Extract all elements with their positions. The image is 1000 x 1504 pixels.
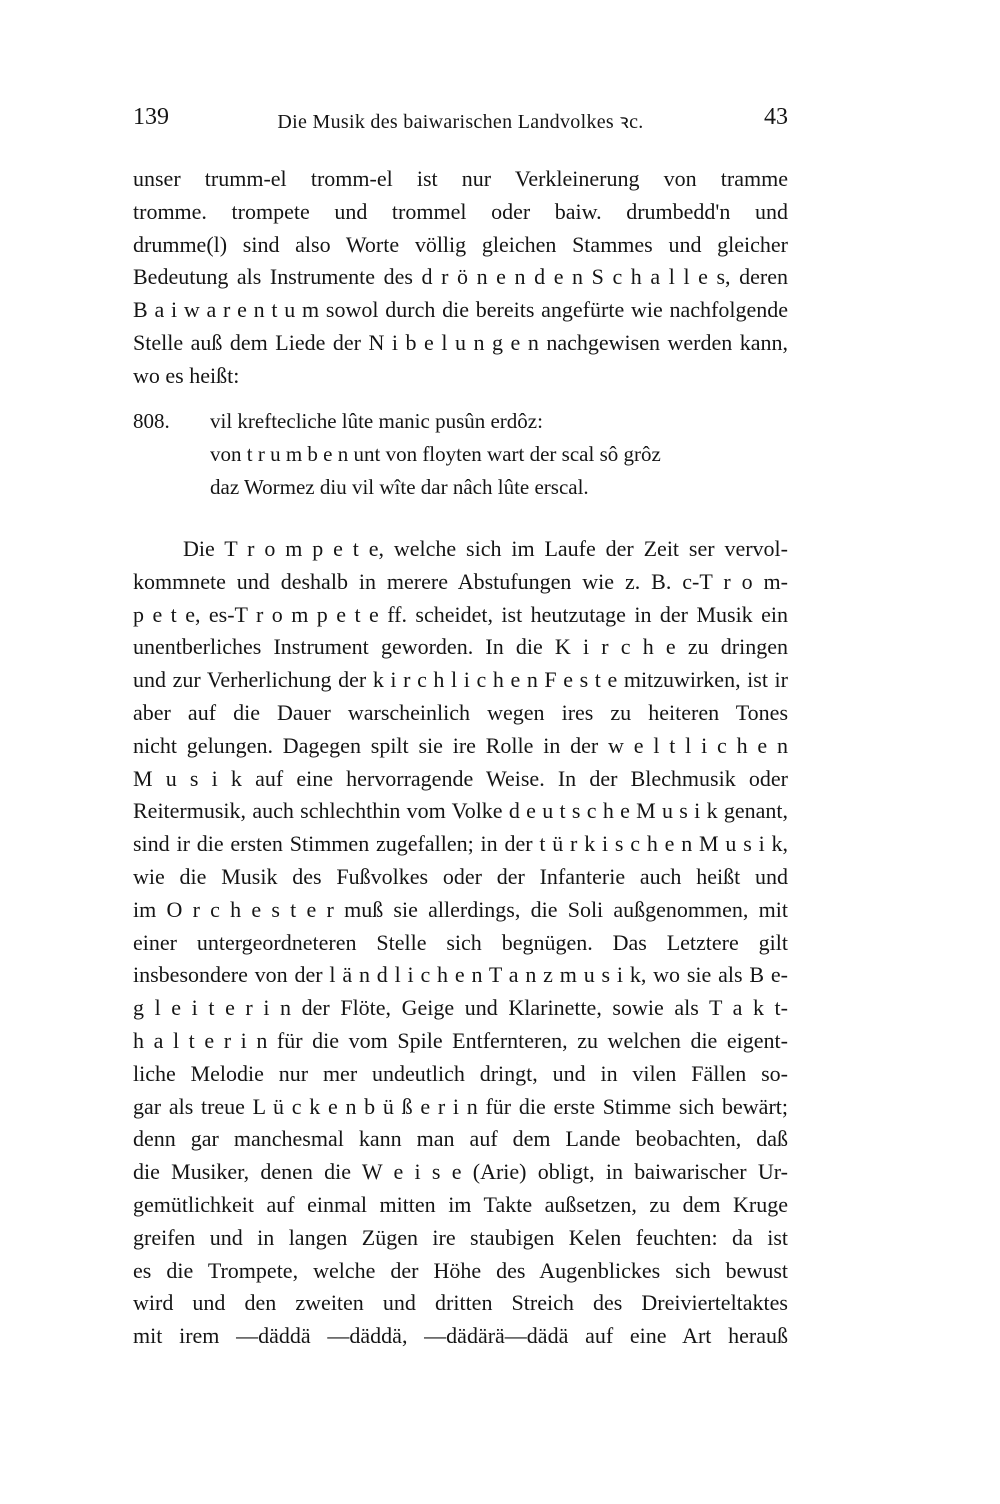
text-line: es die Trompete, welche der Höhe des Augenblickes sich bewust xyxy=(133,1257,788,1283)
text-line: wie die Musik des Fußvolkes oder der Infanterie auch heißt und xyxy=(133,863,788,889)
paragraph-2 xyxy=(133,533,788,1353)
text-line: im O r c h e s t e r muß sie allerdings, die Soli außgenommen, mit xyxy=(133,896,788,922)
text-line: tromme. trompete und trommel oder baiw. drumbedd'n und xyxy=(133,198,788,224)
running-title: Die Musik des baiwarischen Landvolkes ꝛc. xyxy=(277,111,644,133)
text-line: B a i w a r e n t u m sowol durch die bereits angefürte wie nachfolgende xyxy=(133,297,788,323)
text-line: einer untergeordneteren Stelle sich begnügen. Das Letztere gilt xyxy=(133,929,788,955)
verse-number: 808. xyxy=(133,409,170,433)
verse-line: von t r u m b e n unt von floyten wart der scal sô grôz xyxy=(210,442,661,466)
text-line: mit irem —däddä —däddä, —dädärä—dädä auf eine Art herauß xyxy=(133,1323,788,1349)
text-line: denn gar manchesmal kann man auf dem Lande beobachten, daß xyxy=(133,1126,788,1152)
page-header xyxy=(133,104,788,140)
text-line: sind ir die ersten Stimmen zugefallen; in der t ü r k i s c h e n M u s i k, xyxy=(133,831,788,857)
page-number-left: 139 xyxy=(133,104,169,130)
text-line: gar als treue L ü c k e n b ü ß e r i n für die erste Stimme sich bewärt; xyxy=(133,1093,788,1119)
text-line: unentberliches Instrument geworden. In die K i r c h e zu dringen xyxy=(133,634,788,660)
text-line: insbesondere von der l ä n d l i c h e n T a n z m u s i k, wo sie als B e- xyxy=(133,962,788,988)
text-line: Reitermusik, auch schlechthin vom Volke d e u t s c h e M u s i k genant, xyxy=(133,798,788,824)
text-line: Stelle auß dem Liede der N i b e l u n g e n nachgewisen werden kann, xyxy=(133,329,788,355)
text-line: unser trumm-el tromm-el ist nur Verkleinerung von tramme xyxy=(133,166,788,191)
text-line: kommnete und deshalb in merere Abstufungen wie z. B. c-T r o m- xyxy=(133,568,788,594)
text-line: liche Melodie nur mer undeutlich dringt, und in vilen Fällen so- xyxy=(133,1060,788,1086)
text-line: nicht gelungen. Dagegen spilt sie ire Rolle in der w e l t l i c h e n xyxy=(133,732,788,758)
verse-line: vil kreftecliche lûte manic pusûn erdôz: xyxy=(210,409,543,433)
text-line: Bedeutung als Instrumente des d r ö n e n d e n S c h a l l e s, deren xyxy=(133,264,788,290)
text-line: aber auf die Dauer warscheinlich wegen ires zu heiteren Tones xyxy=(133,699,788,725)
text-line: wird und den zweiten und dritten Streich des Dreivierteltaktes xyxy=(133,1290,788,1316)
text-line: h a l t e r i n für die vom Spile Entfernteren, zu welchen die eigent- xyxy=(133,1027,788,1053)
text-line: greifen und in langen Zügen ire staubigen Kelen feuchten: da ist xyxy=(133,1224,788,1250)
text-line: und zur Verherlichung der k i r c h l i c h e n F e s t e mitzuwirken, ist ir xyxy=(133,667,788,693)
text-line: gemütlichkeit auf einmal mitten im Takte außsetzen, zu dem Kruge xyxy=(133,1191,788,1217)
verse-line: daz Wormez diu vil wîte dar nâch lûte erscal. xyxy=(210,475,589,499)
paragraph-1 xyxy=(133,163,788,393)
text-line: die Musiker, denen die W e i s e (Arie) obligt, in baiwarischer Ur- xyxy=(133,1159,788,1185)
text-line: wo es heißt: xyxy=(133,362,240,388)
text-line: drumme(l) sind also Worte völlig gleichen Stammes und gleicher xyxy=(133,231,788,257)
verse-lines xyxy=(210,405,770,504)
page-number-right: 43 xyxy=(764,104,788,130)
text-line: g l e i t e r i n der Flöte, Geige und Klarinette, sowie als T a k t- xyxy=(133,995,788,1021)
text-line: Die T r o m p e t e, welche sich im Laufe der Zeit ser vervol- xyxy=(183,536,788,561)
text-line: M u s i k auf eine hervorragende Weise. In der Blechmusik oder xyxy=(133,765,788,791)
text-line: p e t e, es-T r o m p e t e ff. scheidet, ist heutzutage in der Musik ein xyxy=(133,601,788,627)
